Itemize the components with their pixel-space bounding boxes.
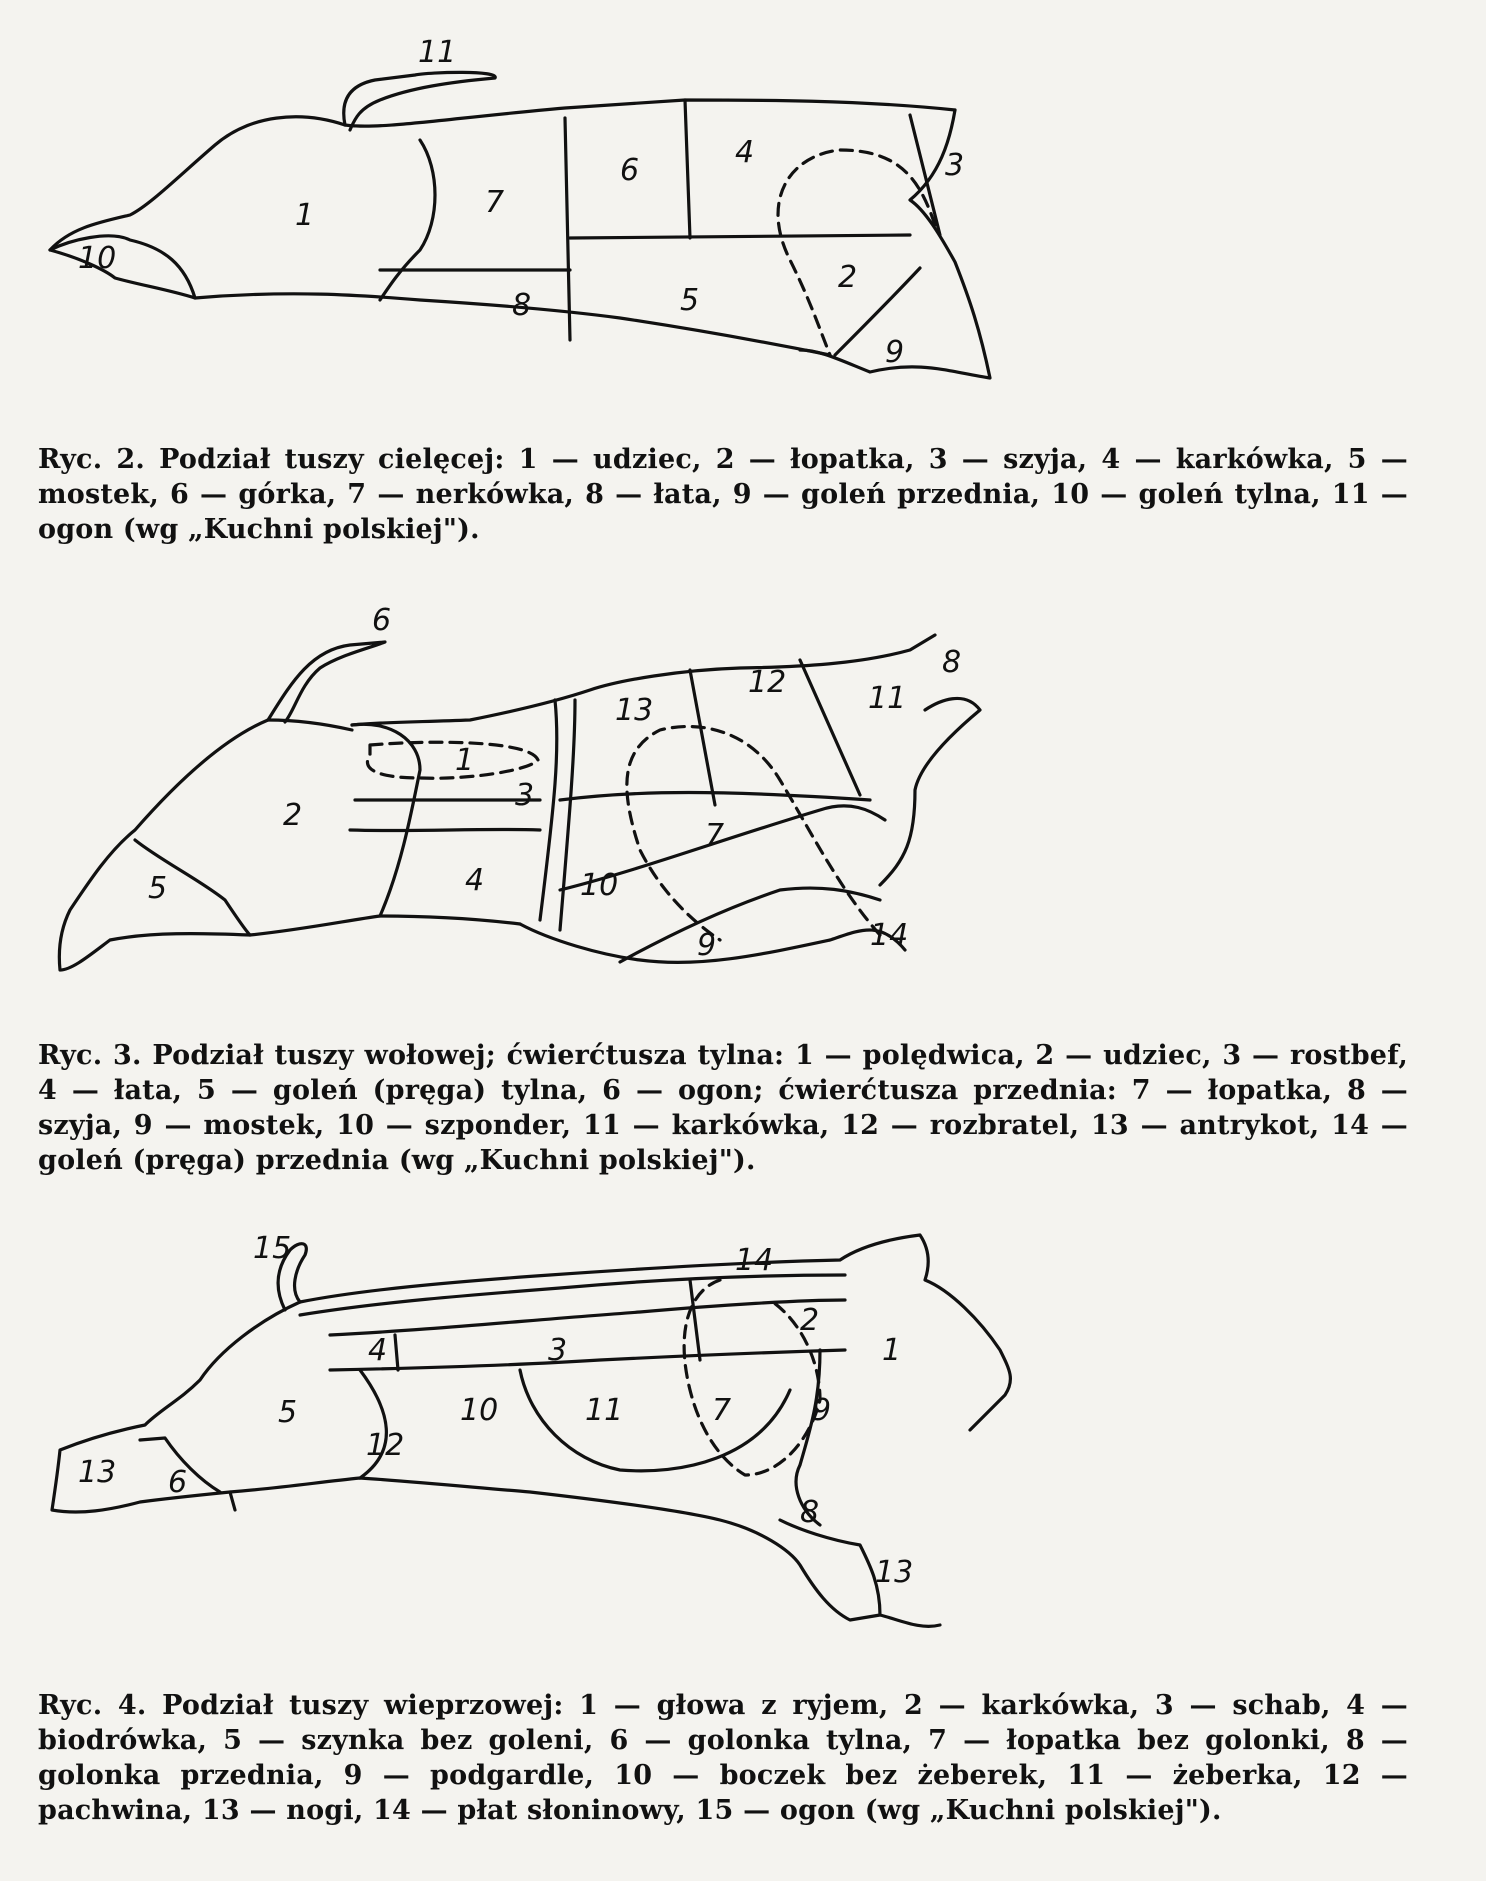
veal-diagram [0,0,1486,430]
beef-label-13: 13 [615,693,654,728]
pork-label-2: 2 [800,1303,820,1338]
pork-label-7: 7 [712,1393,732,1428]
beef-label-2: 2 [283,798,303,833]
veal-label-5: 5 [680,283,700,318]
pork-outline [52,1302,880,1620]
pork-caption: Ryc. 4. Podział tuszy wieprzowej: 1 — głowa z ryjem, 2 — karkówka, 3 — schab, 4 — biodrówka, 5 — szynka bez goleni, 6 — golonka tylna, 7 — łopatka bez golonki, 8 — golonka przednia, 9 — podgardle, 10 — boczek bez żeberek, 11 — żeberka, 12 — pachwina, 13 — nogi, 14 — płat słoninowy, 15 — ogon (wg „Kuchni polskiej"). [38,1690,1408,1826]
pork-label-13b: 13 [875,1555,914,1590]
veal-label-7: 7 [485,185,505,220]
beef-caption: Ryc. 3. Podział tuszy wołowej; ćwierćtusza tylna: 1 — polędwica, 2 — udziec, 3 — rostbef, 4 — łata, 5 — goleń (pręga) tylna, 6 — ogon; ćwierćtusza przednia: 7 — łopatka, 8 — szyja, 9 — mostek, 10 — szponder, 11 — karkówka, 12 — rozbratel, 13 — antrykot, 14 — goleń (pręga) przednia (wg „Kuchni polskiej"). [38,1040,1408,1176]
veal-label-3: 3 [945,148,965,183]
beef-label-3: 3 [515,778,535,813]
beef-label-1: 1 [455,743,475,778]
veal-label-2: 2 [838,260,858,295]
beef-diagram [0,590,1486,1020]
pork-label-5: 5 [278,1395,298,1430]
beef-outline [59,720,520,970]
beef-label-9: 9 [697,928,717,963]
veal-label-11: 11 [418,35,457,70]
beef-label-10: 10 [580,868,619,903]
pork-label-4: 4 [368,1333,388,1368]
beef-label-8: 8 [942,645,962,680]
beef-carcass-drawing [0,590,1486,1020]
pork-label-14: 14 [735,1243,774,1278]
veal-label-1: 1 [295,198,315,233]
beef-label-6: 6 [372,603,392,638]
beef-label-11: 11 [868,681,907,716]
beef-label-7: 7 [705,818,725,853]
beef-label-14: 14 [870,918,909,953]
pork-label-11: 11 [585,1393,624,1428]
pork-diagram [0,1220,1486,1660]
pork-label-15: 15 [253,1231,292,1266]
veal-label-10: 10 [78,241,117,276]
pork-label-3: 3 [548,1333,568,1368]
beef-label-4: 4 [465,863,485,898]
pork-label-9: 9 [812,1393,832,1428]
pork-label-1: 1 [882,1333,902,1368]
pork-carcass-drawing [0,1220,1486,1660]
veal-carcass-drawing [0,0,1486,430]
pork-label-8: 8 [800,1495,820,1530]
veal-label-4: 4 [735,135,755,170]
veal-label-8: 8 [512,288,532,323]
pork-label-12: 12 [366,1428,405,1463]
pork-label-6: 6 [168,1465,188,1500]
pork-label-13: 13 [78,1455,117,1490]
beef-label-5: 5 [148,871,168,906]
veal-caption: Ryc. 2. Podział tuszy cielęcej: 1 — udziec, 2 — łopatka, 3 — szyja, 4 — karkówka, 5 — mostek, 6 — górka, 7 — nerkówka, 8 — łata, 9 — goleń przednia, 10 — goleń tylna, 11 — ogon (wg „Kuchni polskiej"). [38,444,1408,545]
beef-label-12: 12 [748,665,787,700]
veal-label-9: 9 [885,335,905,370]
beef-tail [268,642,385,722]
veal-label-6: 6 [620,153,640,188]
pork-label-10: 10 [460,1393,499,1428]
